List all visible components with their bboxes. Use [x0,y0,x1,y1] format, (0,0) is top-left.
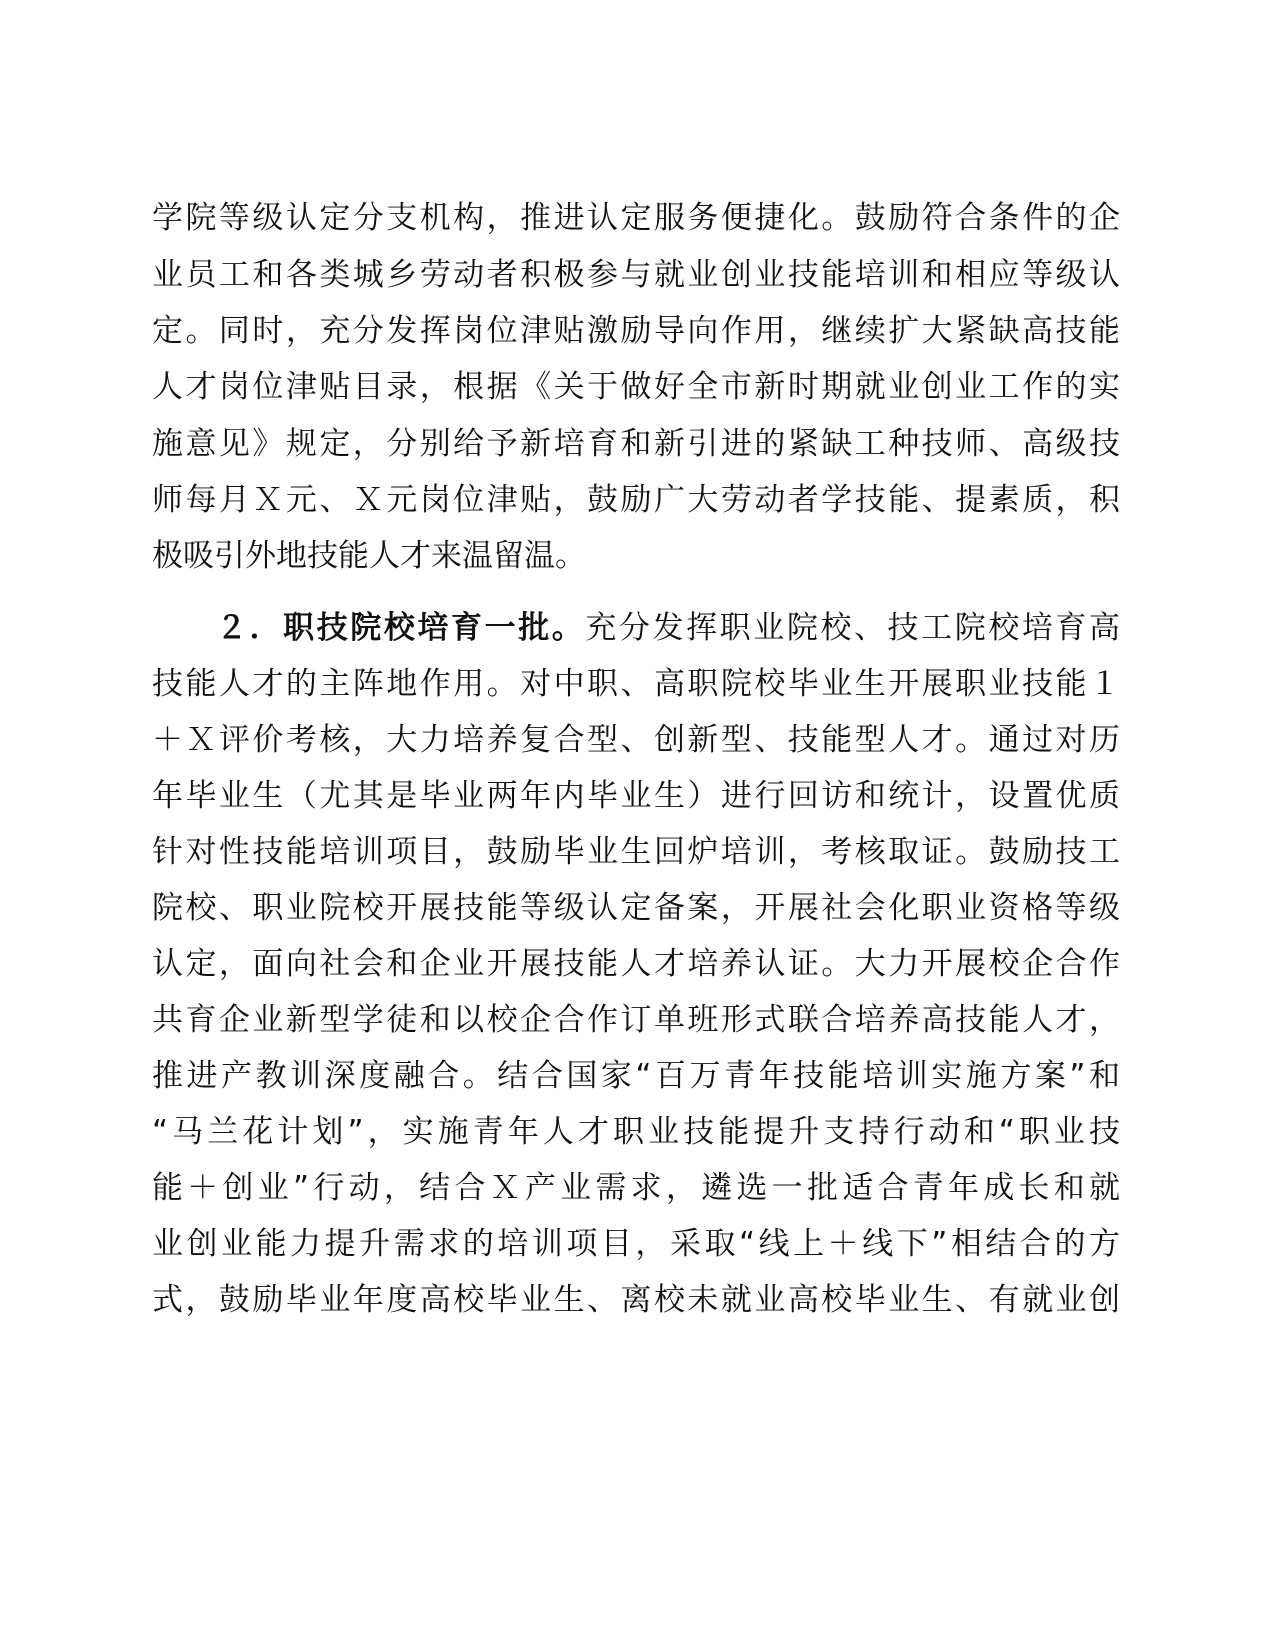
paragraph-line: 业创业能力提升需求的培训项目，采取“线上＋线下”相结合的方 [152,1226,1120,1262]
paragraph-line: 认定，面向社会和企业开展技能人才培养认证。大力开展校企合作 [152,946,1120,982]
paragraph-line: 人才岗位津贴目录，根据《关于做好全市新时期就业创业工作的实 [152,369,1120,405]
paragraph-line: ＋Ｘ评价考核，大力培养复合型、创新型、技能型人才。通过对历 [152,722,1120,758]
paragraph-line: 年毕业生（尤其是毕业两年内毕业生）进行回访和统计，设置优质 [152,778,1120,814]
heading-continuation: 充分发挥职业院校、技工院校培育高 [585,610,1121,646]
paragraph-line: 业员工和各类城乡劳动者积极参与就业创业技能培训和相应等级认 [152,257,1120,293]
paragraph-line: 学院等级认定分支机构，推进认定服务便捷化。鼓励符合条件的企 [152,200,1120,236]
section-heading: ２．职技院校培育一批。 [216,610,586,646]
paragraph-line: 针对性技能培训项目，鼓励毕业生回炉培训，考核取证。鼓励技工 [152,834,1120,870]
paragraph-line: 共育企业新型学徒和以校企合作订单班形式联合培养高技能人才， [152,1002,1120,1038]
paragraph-line: 技能人才的主阵地作用。对中职、高职院校毕业生开展职业技能１ [152,666,1120,702]
paragraph-line: 推进产教训深度融合。结合国家“百万青年技能培训实施方案”和 [152,1058,1120,1094]
paragraph-line: 施意见》规定，分别给予新培育和新引进的紧缺工种技师、高级技 [152,426,1120,462]
paragraph-line: 院校、职业院校开展技能等级认定备案，开展社会化职业资格等级 [152,890,1120,926]
paragraph-line: 能＋创业”行动，结合Ｘ产业需求，遴选一批适合青年成长和就 [152,1170,1120,1206]
paragraph-line: 式，鼓励毕业年度高校毕业生、离校未就业高校毕业生、有就业创 [152,1282,1120,1318]
paragraph-line: 极吸引外地技能人才来温留温。 [152,538,586,574]
paragraph-line: 师每月Ｘ元、Ｘ元岗位津贴，鼓励广大劳动者学技能、提素质，积 [152,482,1120,518]
paragraph-line: 定。同时，充分发挥岗位津贴激励导向作用，继续扩大紧缺高技能 [152,313,1120,349]
paragraph-first-line [216,598,1120,658]
paragraph-line: “马兰花计划”，实施青年人才职业技能提升支持行动和“职业技 [152,1114,1120,1150]
